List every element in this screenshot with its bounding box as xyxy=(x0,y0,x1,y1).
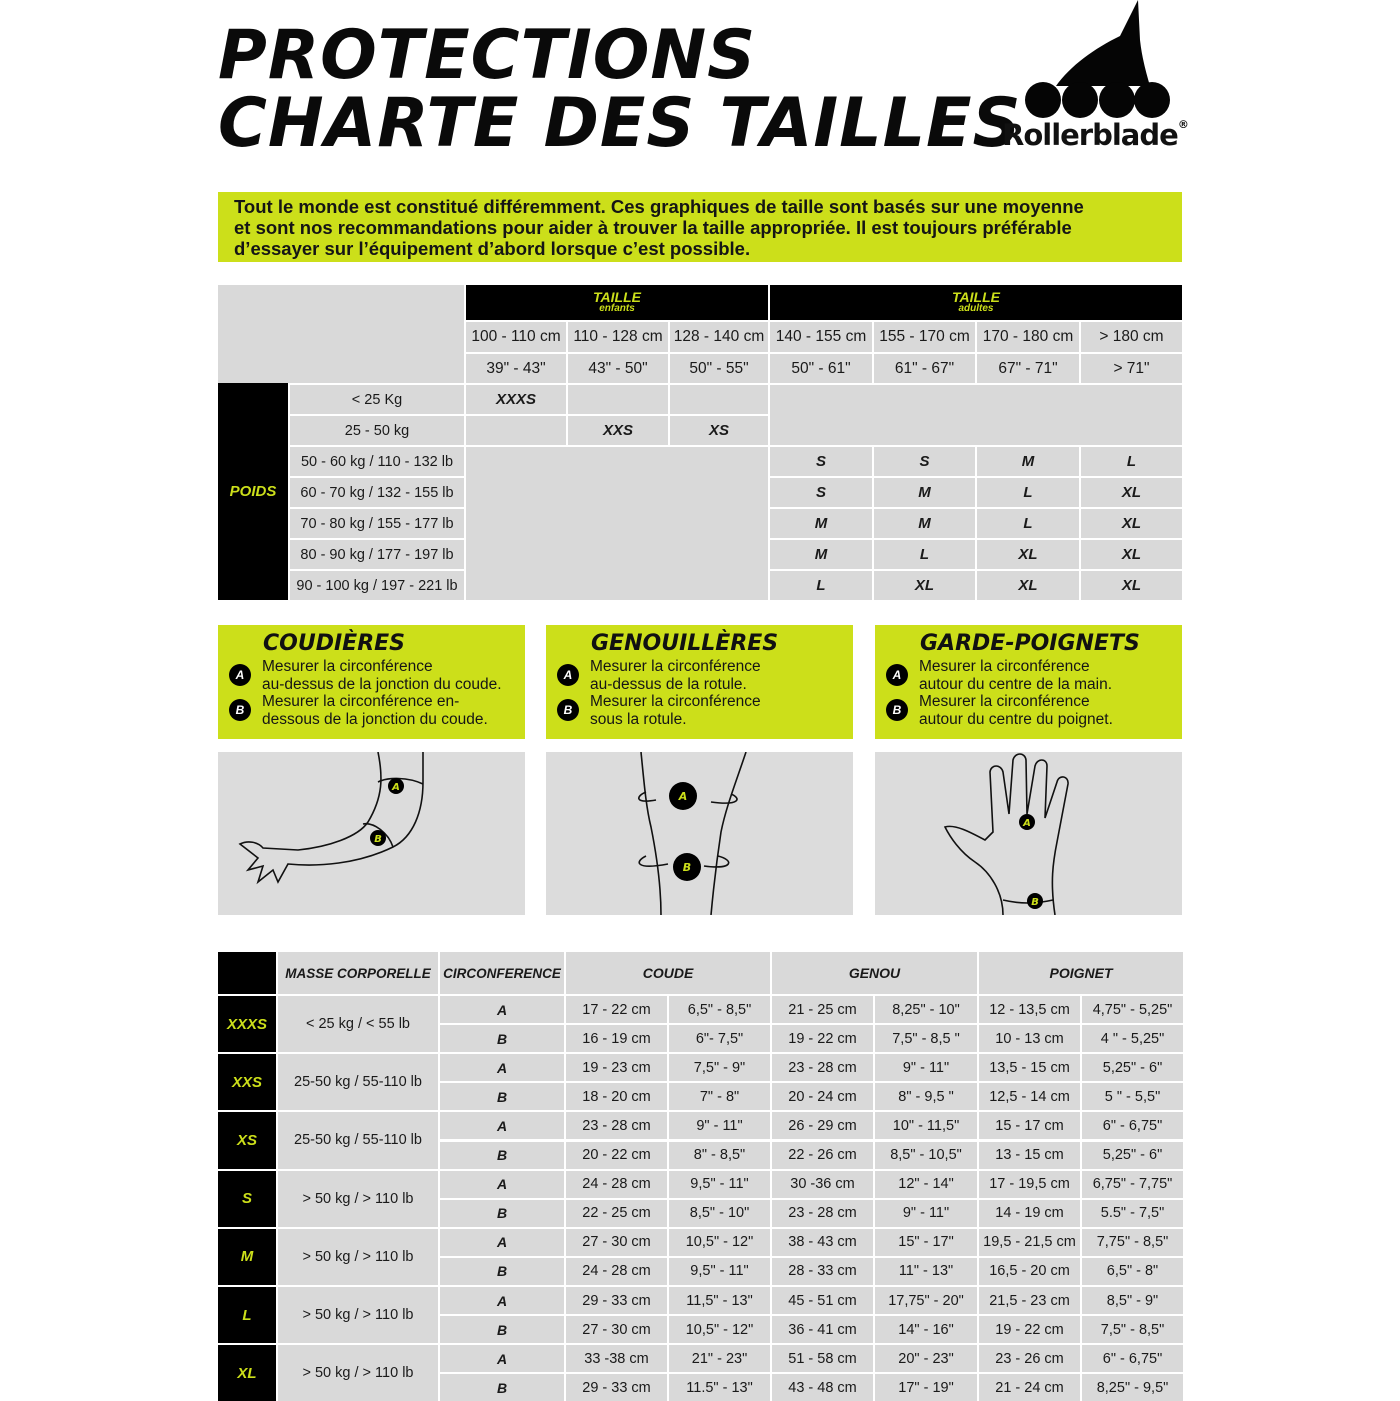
measurement-cell: 23 - 26 cm xyxy=(977,1343,1080,1372)
size-label: XXS xyxy=(218,1052,276,1110)
elbow-header: COUDE xyxy=(564,952,770,994)
weight-range-cell: 70 - 80 kg / 155 - 177 lb xyxy=(288,507,464,538)
measurement-cell: 19 - 22 cm xyxy=(977,1314,1080,1343)
marker-a: A xyxy=(392,782,400,793)
marker-b-badge: B xyxy=(229,699,251,721)
measurement-cell: 8,5" - 9" xyxy=(1080,1285,1183,1314)
measurement-cell: 21,5 - 23 cm xyxy=(977,1285,1080,1314)
size-cell: L xyxy=(1079,445,1182,476)
size-cell: XL xyxy=(975,569,1079,600)
intro-line: Tout le monde est constitué différemment. Ces graphiques de taille sont basés sur une moyenne xyxy=(234,196,1084,217)
measurement-cell: 11" - 13" xyxy=(873,1256,977,1285)
circumference-marker: B xyxy=(438,1140,564,1169)
size-cell xyxy=(668,383,768,414)
measurement-cell: 38 - 43 cm xyxy=(770,1227,873,1256)
size-cell: XL xyxy=(1079,569,1182,600)
height-cm-cell: 155 - 170 cm xyxy=(872,320,975,352)
measurement-cell: 24 - 28 cm xyxy=(564,1256,667,1285)
size-cell: M xyxy=(872,507,975,538)
measurement-cell: 29 - 33 cm xyxy=(564,1372,667,1401)
circumference-marker: B xyxy=(438,1081,564,1110)
card-elbow xyxy=(218,625,525,739)
measurement-cell: 6" - 6,75" xyxy=(1080,1110,1183,1139)
instruction-a: Mesurer la circonférence au-dessus de la rotule. xyxy=(590,658,761,693)
size-cell: M xyxy=(768,507,872,538)
measurement-cell: 15 - 17 cm xyxy=(977,1110,1080,1139)
measurement-cell: 9" - 11" xyxy=(667,1110,770,1139)
size-cell: L xyxy=(975,476,1079,507)
height-cm-cell: 100 - 110 cm xyxy=(464,320,566,352)
measurement-cell: 36 - 41 cm xyxy=(770,1314,873,1343)
marker-a-badge: A xyxy=(229,664,251,686)
measurement-cell: 7" - 8" xyxy=(667,1081,770,1110)
knee-illustration xyxy=(546,752,853,915)
size-cell: XL xyxy=(1079,538,1182,569)
measurement-cell: 9" - 11" xyxy=(873,1052,977,1081)
size-cell: M xyxy=(872,476,975,507)
height-cm-cell: 170 - 180 cm xyxy=(975,320,1079,352)
intro-banner xyxy=(218,192,1182,262)
size-header-corner xyxy=(218,952,276,994)
elbow-illustration xyxy=(218,752,525,915)
size-cell: XL xyxy=(872,569,975,600)
measurement-cell: 15" - 17" xyxy=(873,1227,977,1256)
measurement-cell: 17 - 22 cm xyxy=(564,994,667,1023)
circumference-marker: A xyxy=(438,1343,564,1372)
circumference-marker: A xyxy=(438,1227,564,1256)
circumference-marker: B xyxy=(438,1198,564,1227)
measurement-cell: 21 - 25 cm xyxy=(770,994,873,1023)
measurement-cell: 19,5 - 21,5 cm xyxy=(977,1227,1080,1256)
size-cell: S xyxy=(768,476,872,507)
measurement-cell: 5.5" - 7,5" xyxy=(1080,1198,1183,1227)
instruction-b: Mesurer la circonférence autour du centre du poignet. xyxy=(919,693,1113,728)
instruction-b: Mesurer la circonférence en- dessous de la jonction du coude. xyxy=(262,693,488,728)
marker-b: B xyxy=(374,834,382,845)
measurement-cell: 20 - 22 cm xyxy=(564,1140,667,1169)
body-mass-cell: < 25 kg / < 55 lb xyxy=(276,994,438,1052)
height-in-cell: 39" - 43" xyxy=(464,352,566,383)
body-mass-cell: > 50 kg / > 110 lb xyxy=(276,1227,438,1285)
size-cell: M xyxy=(768,538,872,569)
height-in-cell: > 71" xyxy=(1079,352,1182,383)
size-label: XXXS xyxy=(218,994,276,1052)
size-cell: S xyxy=(768,445,872,476)
instruction-a: Mesurer la circonférence autour du centre de la main. xyxy=(919,658,1113,693)
circumference-marker: A xyxy=(438,1052,564,1081)
measurement-cell: 17,75" - 20" xyxy=(873,1285,977,1314)
page-title-line-2: CHARTE DES TAILLES xyxy=(218,84,1022,163)
mass-header: MASSE CORPORELLE xyxy=(276,952,438,994)
measurement-cell: 8,25" - 10" xyxy=(873,994,977,1023)
measurement-cell: 11.5" - 13" xyxy=(667,1372,770,1401)
measurement-cell: 21" - 23" xyxy=(667,1343,770,1372)
size-cell: XXS xyxy=(566,414,668,445)
marker-b: B xyxy=(682,861,692,874)
size-label: L xyxy=(218,1285,276,1343)
wrist-illustration xyxy=(875,752,1182,915)
marker-b: B xyxy=(1031,897,1039,908)
measurement-cell: 12 - 13,5 cm xyxy=(977,994,1080,1023)
size-cell: L xyxy=(872,538,975,569)
measurement-cell: 20 - 24 cm xyxy=(770,1081,873,1110)
measurement-cell: 23 - 28 cm xyxy=(770,1052,873,1081)
card-title: COUDIÈRES xyxy=(263,631,406,656)
measurement-cell: 21 - 24 cm xyxy=(977,1372,1080,1401)
measurement-cell: 7,5" - 8,5" xyxy=(1080,1314,1183,1343)
measurement-cell: 10 - 13 cm xyxy=(977,1023,1080,1052)
circumference-marker: B xyxy=(438,1256,564,1285)
body-mass-cell: > 50 kg / > 110 lb xyxy=(276,1169,438,1227)
card-wrist xyxy=(875,625,1182,739)
measurement-cell: 26 - 29 cm xyxy=(770,1110,873,1139)
weight-range-cell: 25 - 50 kg xyxy=(288,414,464,445)
intro-line: d’essayer sur l’équipement d’abord lorsque c’est possible. xyxy=(234,238,751,259)
wrist-header: POIGNET xyxy=(977,952,1183,994)
measurement-cell: 8,25" - 9,5" xyxy=(1080,1372,1183,1401)
measurement-cell: 13 - 15 cm xyxy=(977,1140,1080,1169)
measurement-cell: 8,5" - 10" xyxy=(667,1198,770,1227)
measurement-cell: 4 " - 5,25" xyxy=(1080,1023,1183,1052)
body-mass-cell: 25-50 kg / 55-110 lb xyxy=(276,1110,438,1168)
marker-a-badge: A xyxy=(886,664,908,686)
height-in-cell: 67" - 71" xyxy=(975,352,1079,383)
measurement-cell: 43 - 48 cm xyxy=(770,1372,873,1401)
marker-a: A xyxy=(678,790,688,803)
measurement-cell: 8" - 9,5 " xyxy=(873,1081,977,1110)
size-cell xyxy=(566,383,668,414)
marker-b-badge: B xyxy=(886,699,908,721)
height-in-cell: 50" - 55" xyxy=(668,352,768,383)
measurement-cell: 18 - 20 cm xyxy=(564,1081,667,1110)
measurement-cell: 27 - 30 cm xyxy=(564,1314,667,1343)
size-label: XL xyxy=(218,1343,276,1401)
size-cell: XXXS xyxy=(464,383,566,414)
kids-empty-block xyxy=(464,445,768,600)
size-label: M xyxy=(218,1227,276,1285)
circumference-marker: A xyxy=(438,1285,564,1314)
size-cell: L xyxy=(975,507,1079,538)
page-title-line-1: PROTECTIONS xyxy=(218,16,757,95)
size-cell: XL xyxy=(975,538,1079,569)
measurement-cell: 5 " - 5,5" xyxy=(1080,1081,1183,1110)
card-knee xyxy=(546,625,853,739)
size-label: XS xyxy=(218,1110,276,1168)
size-table-corner xyxy=(218,285,464,383)
measurement-cell: 22 - 26 cm xyxy=(770,1140,873,1169)
measurement-cell: 7,5" - 8,5 " xyxy=(873,1023,977,1052)
measurement-cell: 7,75" - 8,5" xyxy=(1080,1227,1183,1256)
weight-label: POIDS xyxy=(218,383,288,600)
height-cm-cell: 140 - 155 cm xyxy=(768,320,872,352)
measurement-cell: 8" - 8,5" xyxy=(667,1140,770,1169)
circumference-marker: A xyxy=(438,1110,564,1139)
measurement-cell: 7,5" - 9" xyxy=(667,1052,770,1081)
measurement-cell: 17" - 19" xyxy=(873,1372,977,1401)
size-cell xyxy=(464,414,566,445)
circumference-marker: A xyxy=(438,1169,564,1198)
height-cm-cell: > 180 cm xyxy=(1079,320,1182,352)
weight-range-cell: 60 - 70 kg / 132 - 155 lb xyxy=(288,476,464,507)
card-title: GENOUILLÈRES xyxy=(591,631,779,656)
measurement-cell: 14 - 19 cm xyxy=(977,1198,1080,1227)
marker-a: A xyxy=(1023,818,1031,829)
measurement-cell: 27 - 30 cm xyxy=(564,1227,667,1256)
card-title: GARDE-POIGNETS xyxy=(920,631,1140,656)
measurement-cell: 23 - 28 cm xyxy=(564,1110,667,1139)
measurement-cell: 45 - 51 cm xyxy=(770,1285,873,1314)
instruction-b: Mesurer la circonférence sous la rotule. xyxy=(590,693,761,728)
measurement-cell: 19 - 22 cm xyxy=(770,1023,873,1052)
weight-range-cell: < 25 Kg xyxy=(288,383,464,414)
size-cell: XL xyxy=(1079,476,1182,507)
measurement-cell: 10" - 11,5" xyxy=(873,1110,977,1139)
measurement-cell: 23 - 28 cm xyxy=(770,1198,873,1227)
measurement-cell: 6,75" - 7,75" xyxy=(1080,1169,1183,1198)
height-in-cell: 43" - 50" xyxy=(566,352,668,383)
measurement-cell: 17 - 19,5 cm xyxy=(977,1169,1080,1198)
knee-header: GENOU xyxy=(770,952,977,994)
weight-range-cell: 80 - 90 kg / 177 - 197 lb xyxy=(288,538,464,569)
size-cell: XL xyxy=(1079,507,1182,538)
body-mass-cell: > 50 kg / > 110 lb xyxy=(276,1343,438,1401)
circumference-marker: B xyxy=(438,1372,564,1401)
circumference-marker: B xyxy=(438,1314,564,1343)
measurement-cell: 8,5" - 10,5" xyxy=(873,1140,977,1169)
measurement-cell: 9,5" - 11" xyxy=(667,1256,770,1285)
marker-a-badge: A xyxy=(557,664,579,686)
measurement-cell: 16,5 - 20 cm xyxy=(977,1256,1080,1285)
measurement-cell: 30 -36 cm xyxy=(770,1169,873,1198)
measurement-cell: 29 - 33 cm xyxy=(564,1285,667,1314)
measurement-cell: 4,75" - 5,25" xyxy=(1080,994,1183,1023)
height-cm-cell: 128 - 140 cm xyxy=(668,320,768,352)
marker-b-badge: B xyxy=(557,699,579,721)
measurement-cell: 9" - 11" xyxy=(873,1198,977,1227)
measurement-cell: 28 - 33 cm xyxy=(770,1256,873,1285)
measurement-cell: 12,5 - 14 cm xyxy=(977,1081,1080,1110)
measurement-cell: 6"- 7,5" xyxy=(667,1023,770,1052)
measurement-cell: 20" - 23" xyxy=(873,1343,977,1372)
instruction-a: Mesurer la circonférence au-dessus de la jonction du coude. xyxy=(262,658,502,693)
measurement-cell: 13,5 - 15 cm xyxy=(977,1052,1080,1081)
measurement-cell: 6,5" - 8,5" xyxy=(667,994,770,1023)
size-cell: L xyxy=(768,569,872,600)
adult-size-header: TAILLE adultes xyxy=(768,285,1182,320)
measurement-cell: 6" - 6,75" xyxy=(1080,1343,1183,1372)
measurement-cell: 33 -38 cm xyxy=(564,1343,667,1372)
measurement-cell: 5,25" - 6" xyxy=(1080,1052,1183,1081)
brand-wordmark: Rollerblade® xyxy=(1002,118,1188,152)
measurement-cell: 14" - 16" xyxy=(873,1314,977,1343)
size-cell: M xyxy=(975,445,1079,476)
height-in-cell: 61" - 67" xyxy=(872,352,975,383)
intro-line: et sont nos recommandations pour aider à trouver la taille appropriée. Il est toujours préférable xyxy=(234,217,1072,238)
circumference-marker: A xyxy=(438,994,564,1023)
size-cell: XS xyxy=(668,414,768,445)
size-cell: S xyxy=(872,445,975,476)
body-mass-cell: > 50 kg / > 110 lb xyxy=(276,1285,438,1343)
weight-range-cell: 50 - 60 kg / 110 - 132 lb xyxy=(288,445,464,476)
measurement-cell: 10,5" - 12" xyxy=(667,1227,770,1256)
size-label: S xyxy=(218,1169,276,1227)
circumference-header: CIRCONFERENCE xyxy=(438,952,564,994)
measurement-cell: 51 - 58 cm xyxy=(770,1343,873,1372)
kids-size-header: TAILLE enfants xyxy=(464,285,768,320)
measurement-cell: 12" - 14" xyxy=(873,1169,977,1198)
circumference-marker: B xyxy=(438,1023,564,1052)
measurement-cell: 9,5" - 11" xyxy=(667,1169,770,1198)
measurement-cell: 24 - 28 cm xyxy=(564,1169,667,1198)
measurement-cell: 6,5" - 8" xyxy=(1080,1256,1183,1285)
body-mass-cell: 25-50 kg / 55-110 lb xyxy=(276,1052,438,1110)
measurement-cell: 16 - 19 cm xyxy=(564,1023,667,1052)
height-cm-cell: 110 - 128 cm xyxy=(566,320,668,352)
measurement-cell: 5,25" - 6" xyxy=(1080,1140,1183,1169)
measurement-cell: 10,5" - 12" xyxy=(667,1314,770,1343)
height-in-cell: 50" - 61" xyxy=(768,352,872,383)
adult-empty-block xyxy=(768,383,1182,445)
measurement-cell: 11,5" - 13" xyxy=(667,1285,770,1314)
weight-range-cell: 90 - 100 kg / 197 - 221 lb xyxy=(288,569,464,600)
measurement-cell: 19 - 23 cm xyxy=(564,1052,667,1081)
measurement-cell: 22 - 25 cm xyxy=(564,1198,667,1227)
